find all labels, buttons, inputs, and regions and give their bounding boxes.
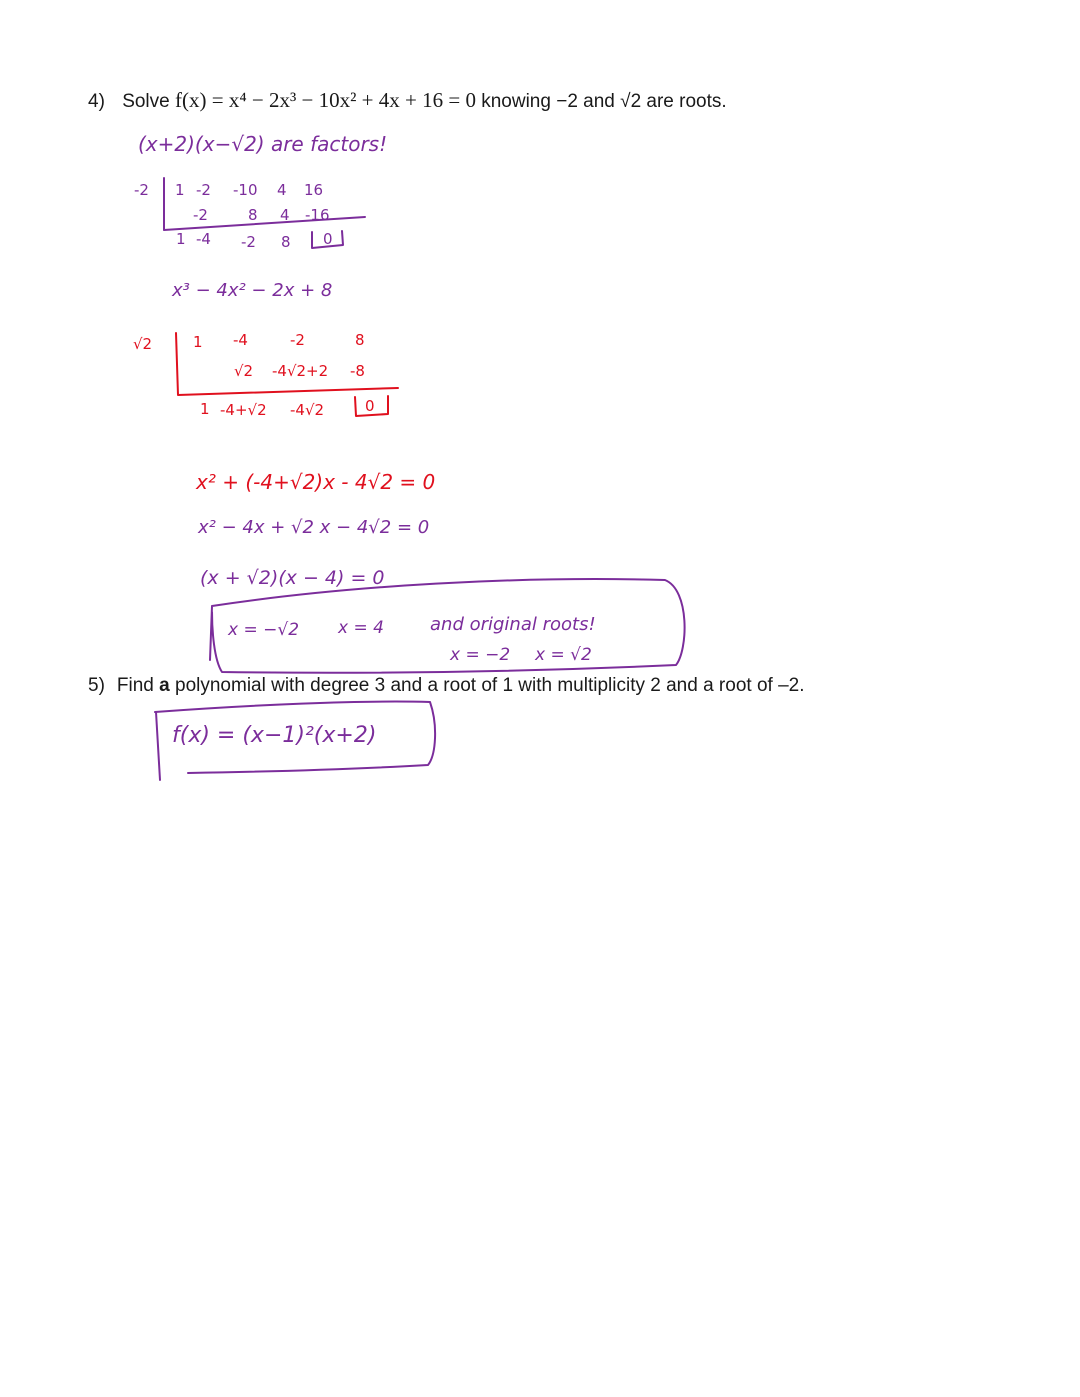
synthetic-1-row2-cell: 8	[248, 206, 258, 224]
synthetic-1-row3-cell: -4	[196, 230, 211, 248]
answer-root-a: x = −√2	[228, 620, 300, 640]
quotient-1: x³ − 4x² − 2x + 8	[172, 280, 333, 301]
synthetic-2-row1-cell: -2	[290, 331, 305, 349]
problem-5-answer: f(x) = (x−1)²(x+2)	[172, 723, 377, 748]
synthetic-1-row2-cell: 4	[280, 206, 290, 224]
synthetic-1-row2-cell: -2	[193, 206, 208, 224]
synthetic-1-row1-cell: -2	[196, 181, 211, 199]
synthetic-1-row1-cell: 16	[304, 181, 324, 199]
step-1: x² + (-4+√2)x - 4√2 = 0	[196, 470, 436, 494]
problem-5-text-start: Find	[116, 675, 160, 696]
synthetic-2-row2-cell: √2	[234, 362, 254, 380]
synthetic-1-row1-cell: 4	[277, 181, 287, 199]
answer-box-problem-4	[210, 579, 685, 673]
synthetic-2-row1-cell: -4	[233, 331, 248, 349]
factors-note: (x+2)(x−√2) are factors!	[138, 132, 388, 156]
synthetic-2-row3-cell: -4√2	[290, 401, 325, 419]
problem-4-number: 4)	[88, 91, 105, 112]
synthetic-2-row2-cell: -4√2+2	[272, 362, 329, 380]
synthetic-2-row2-cell: -8	[350, 362, 365, 380]
synthetic-1-remainder-box	[312, 231, 343, 248]
problem-5-text-end: polynomial with degree 3 and a root of 1 with multiplicity 2 and a root of –2.	[169, 675, 805, 696]
synthetic-1-row1-cell: 1	[175, 181, 185, 199]
synthetic-2-row3-cell: 1	[200, 400, 210, 418]
answer-root-c: x = −2	[450, 645, 511, 665]
synthetic-1-row2-cell: -16	[305, 206, 330, 224]
synthetic-1-bracket	[164, 178, 365, 230]
answer-root-d: x = √2	[535, 645, 592, 665]
synthetic-2-divisor: √2	[133, 335, 153, 353]
answer-root-b: x = 4	[338, 618, 384, 638]
step-2: x² − 4x + √2 x − 4√2 = 0	[198, 517, 430, 538]
synthetic-1-row1-cell: -10	[233, 181, 258, 199]
synthetic-2-bracket	[176, 333, 398, 395]
problem-4-solve-word: Solve	[122, 91, 170, 112]
synthetic-2-remainder: 0	[365, 397, 375, 415]
synthetic-2-remainder-box	[355, 396, 388, 416]
problem-4-tail: knowing −2 and √2 are roots.	[481, 91, 727, 112]
problem-5-number: 5)	[88, 675, 105, 696]
problem-5-bold-word: a	[159, 675, 170, 696]
step-3: (x + √2)(x − 4) = 0	[200, 567, 385, 589]
synthetic-1-divisor: -2	[134, 181, 149, 199]
synthetic-1-row3-cell: -2	[241, 233, 256, 251]
synthetic-1-row3-cell: 8	[281, 233, 291, 251]
synthetic-2-row3-cell: -4+√2	[220, 401, 267, 419]
answer-box-problem-5	[155, 702, 435, 780]
problem-4-equation: f(x) = x⁴ − 2x³ − 10x² + 4x + 16 = 0	[175, 88, 476, 112]
synthetic-1-remainder: 0	[323, 230, 333, 248]
answer-note: and original roots!	[430, 614, 596, 635]
synthetic-2-row1-cell: 8	[355, 331, 365, 349]
synthetic-1-row3-cell: 1	[176, 230, 186, 248]
synthetic-2-row1-cell: 1	[193, 333, 203, 351]
